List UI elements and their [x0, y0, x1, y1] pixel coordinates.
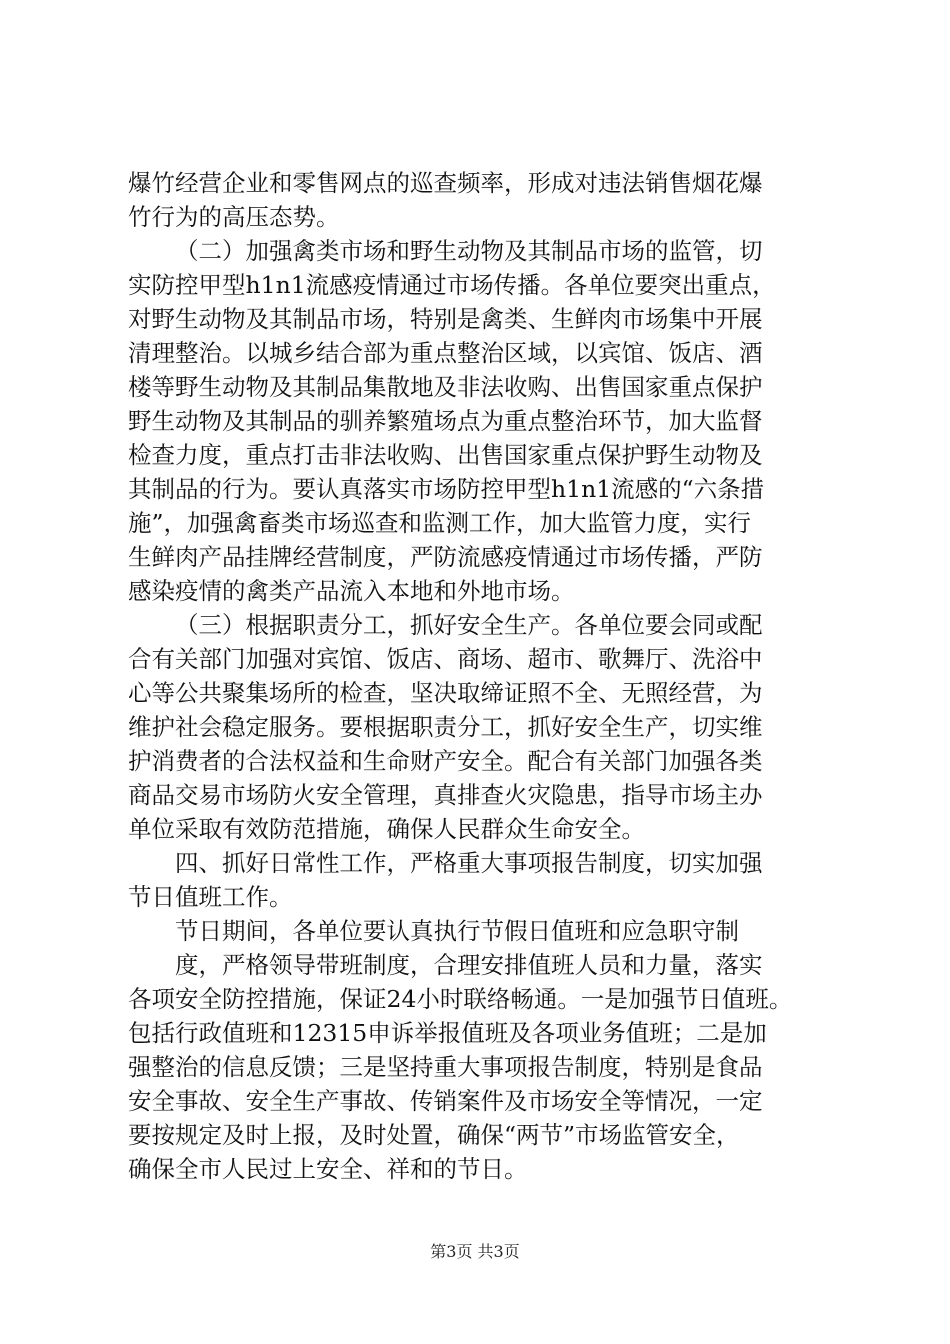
text-line: 感染疫情的禽类产品流入本地和外地市场。	[128, 577, 575, 605]
document-body	[128, 166, 828, 1186]
text-line: 其制品的行为。要认真落实市场防控甲型h1n1流感的“六条措	[128, 475, 765, 503]
text-line: 楼等野生动物及其制品集散地及非法收购、出售国家重点保护	[128, 373, 763, 401]
text-line: 商品交易市场防火安全管理，真排查火灾隐患，指导市场主办	[128, 781, 763, 809]
text-line: 四、抓好日常性工作，严格重大事项报告制度，切实加强	[175, 849, 763, 877]
page-footer: 第3页 共3页	[430, 1242, 520, 1261]
text-line: 竹行为的高压态势。	[128, 203, 340, 231]
text-line: 各项安全防控措施，保证24小时联络畅通。一是加强节日值班。	[128, 985, 793, 1013]
text-line: 节日期间，各单位要认真执行节假日值班和应急职守制	[175, 917, 739, 945]
text-line: 检查力度，重点打击非法收购、出售国家重点保护野生动物及	[128, 441, 763, 469]
text-line: 对野生动物及其制品市场，特别是禽类、生鲜肉市场集中开展	[128, 305, 763, 333]
text-line: （二）加强禽类市场和野生动物及其制品市场的监管，切	[175, 237, 763, 265]
text-line: 度，严格领导带班制度，合理安排值班人员和力量，落实	[175, 951, 763, 979]
text-line: 安全事故、安全生产事故、传销案件及市场安全等情况，一定	[128, 1087, 763, 1115]
text-line: 维护社会稳定服务。要根据职责分工，抓好安全生产，切实维	[128, 713, 763, 741]
text-line: 清理整治。以城乡结合部为重点整治区域，以宾馆、饭店、酒	[128, 339, 763, 367]
text-line: 实防控甲型h1n1流感疫情通过市场传播。各单位要突出重点，	[128, 271, 776, 299]
text-line: 生鲜肉产品挂牌经营制度，严防流感疫情通过市场传播，严防	[128, 543, 763, 571]
text-line: 心等公共聚集场所的检查，坚决取缔证照不全、无照经营，为	[128, 679, 763, 707]
text-line: 爆竹经营企业和零售网点的巡查频率，形成对违法销售烟花爆	[128, 169, 763, 197]
text-line: 合有关部门加强对宾馆、饭店、商场、超市、歌舞厅、洗浴中	[128, 645, 763, 673]
text-line: 野生动物及其制品的驯养繁殖场点为重点整治环节，加大监督	[128, 407, 763, 435]
text-line: 节日值班工作。	[128, 883, 293, 911]
text-line: 确保全市人民过上安全、祥和的节日。	[128, 1155, 528, 1183]
text-line: 强整治的信息反馈；三是坚持重大事项报告制度，特别是食品	[128, 1053, 763, 1081]
text-line: （三）根据职责分工，抓好安全生产。各单位要会同或配	[175, 611, 763, 639]
text-line: 要按规定及时上报，及时处置，确保“两节”市场监管安全，	[128, 1121, 740, 1149]
text-line: 护消费者的合法权益和生命财产安全。配合有关部门加强各类	[128, 747, 763, 775]
text-line: 单位采取有效防范措施，确保人民群众生命安全。	[128, 815, 645, 843]
text-line: 包括行政值班和12315申诉举报值班及各项业务值班；二是加	[128, 1019, 767, 1047]
text-line: 施”，加强禽畜类市场巡查和监测工作，加大监管力度，实行	[128, 509, 752, 537]
